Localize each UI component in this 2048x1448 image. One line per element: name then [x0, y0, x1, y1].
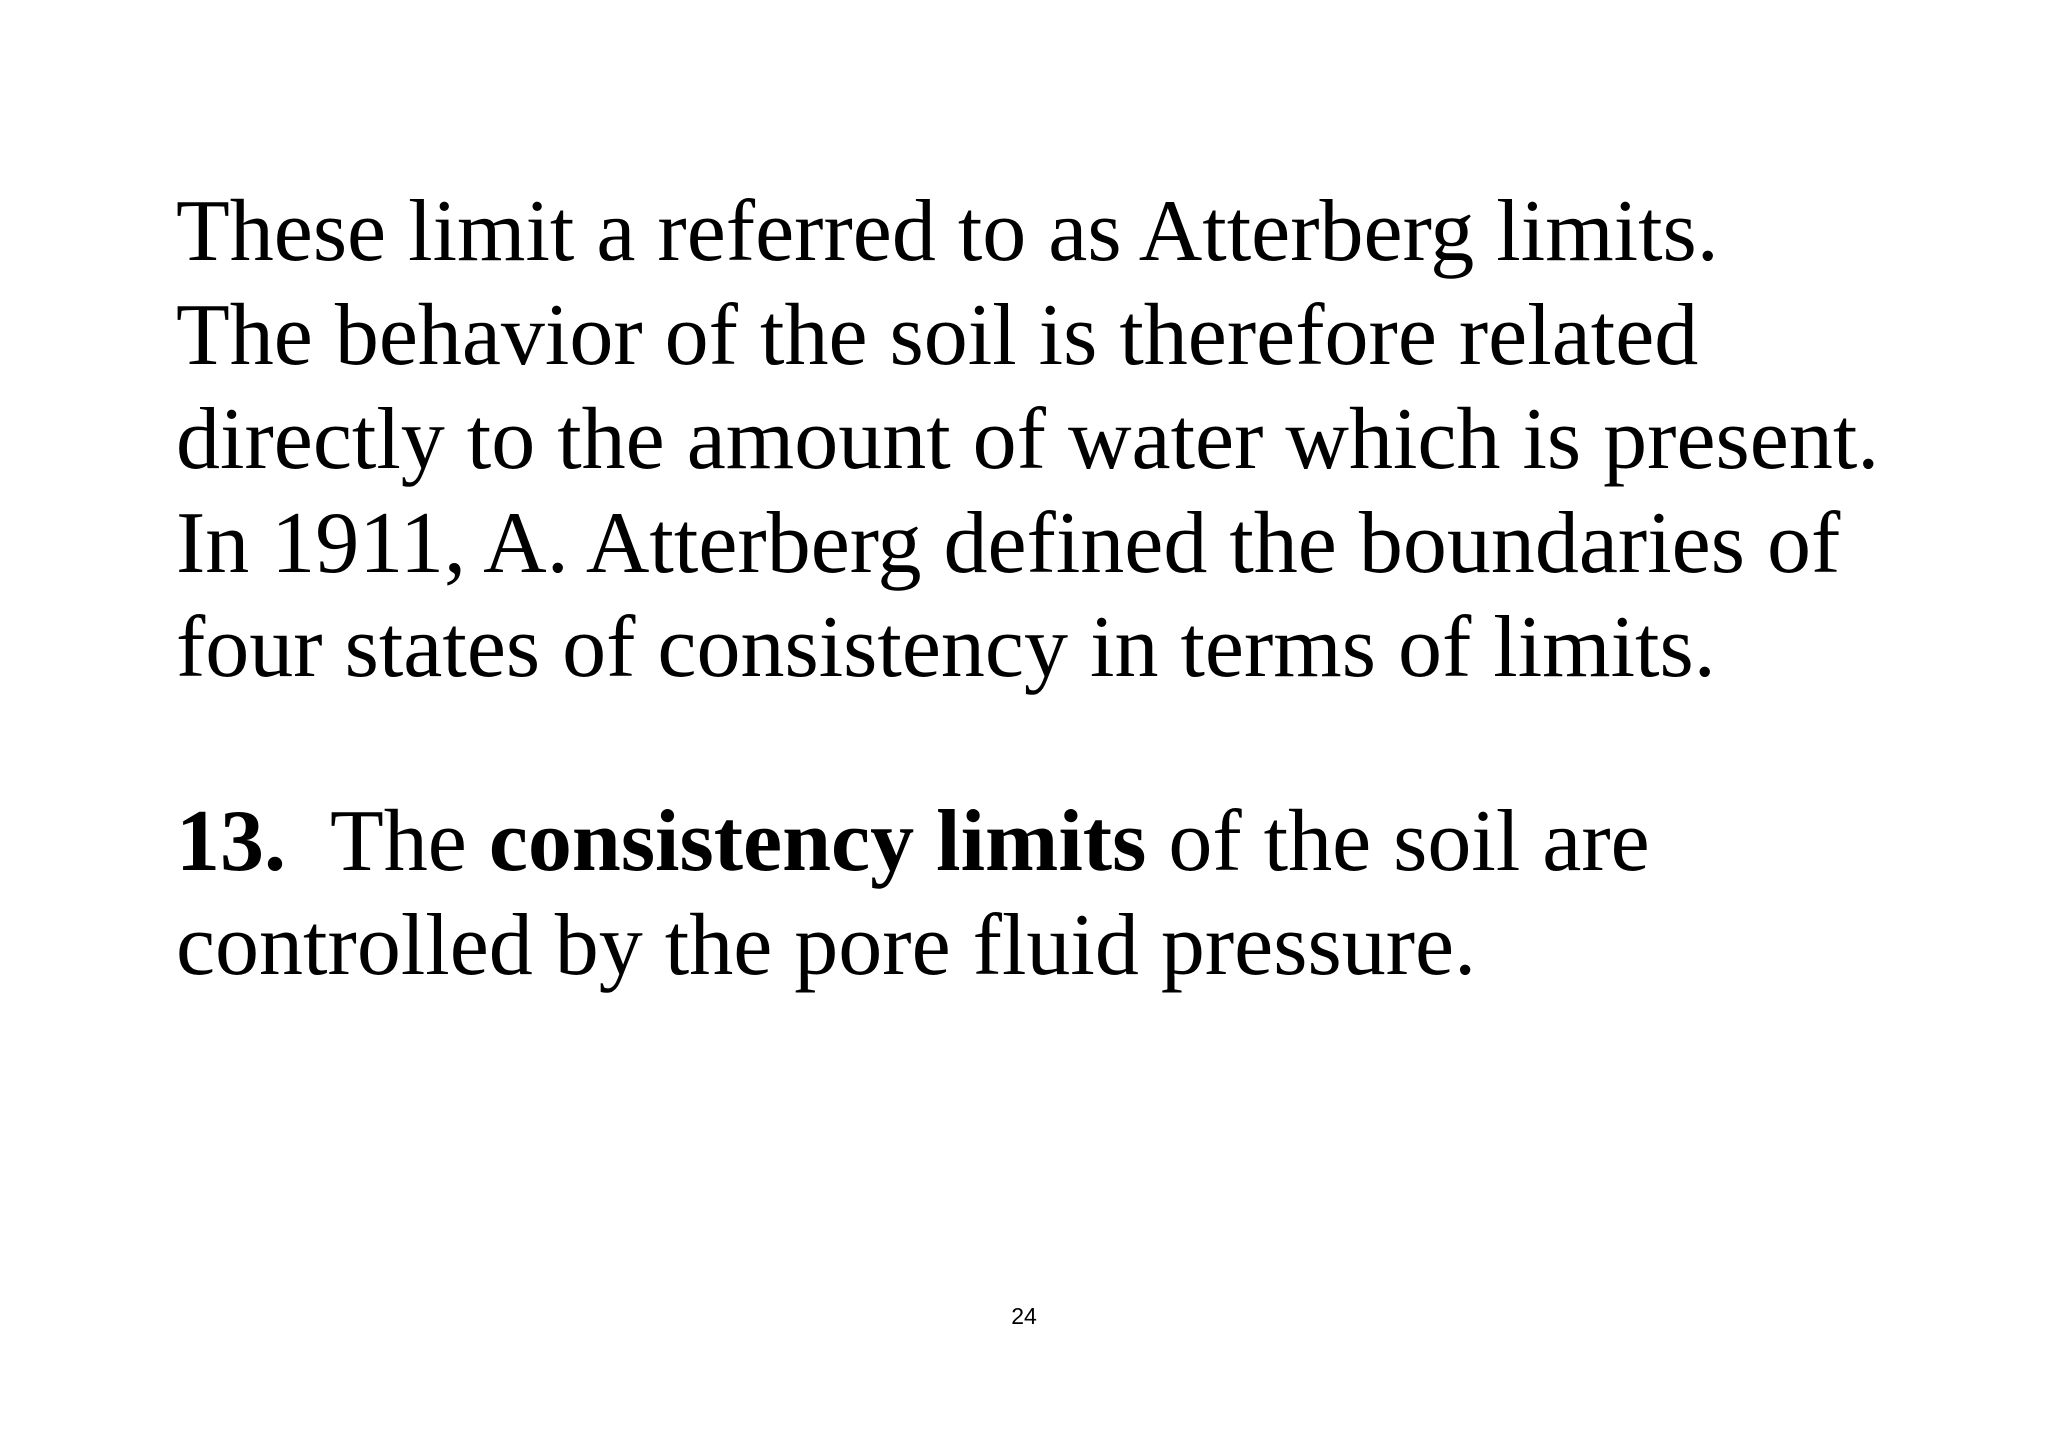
text-fragment: The — [330, 793, 467, 890]
statement-line-1 — [176, 790, 1650, 894]
paragraph-atterberg-limits — [176, 180, 1879, 700]
page-number: 24 — [1011, 1303, 1037, 1329]
text-line: These limit a referred to as Atterberg limits. — [176, 183, 1719, 280]
statement-line-2: controlled by the pore fluid pressure. — [176, 897, 1477, 994]
text-line: directly to the amount of water which is present. — [176, 391, 1880, 488]
text-line: The behavior of the soil is therefore related — [176, 287, 1699, 384]
paragraph-statement-13 — [176, 790, 1650, 998]
text-line: four states of consistency in terms of limits. — [176, 599, 1716, 696]
statement-number: 13. — [176, 793, 286, 890]
text-fragment: of the soil are — [1168, 793, 1650, 890]
text-line: In 1911, A. Atterberg defined the boundaries of — [176, 495, 1841, 592]
bold-term: consistency limits — [488, 793, 1147, 890]
